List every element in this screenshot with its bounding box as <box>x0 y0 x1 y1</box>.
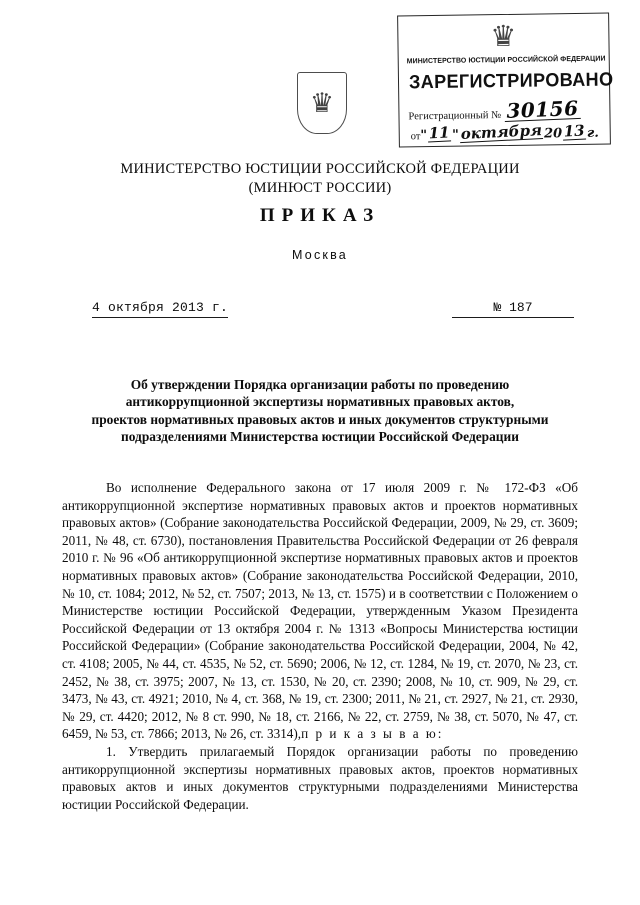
stamp-date-month: октября <box>460 121 543 144</box>
preamble-text: Во исполнение Федерального закона от 17 июля 2009 г. № 172-ФЗ «Об антикоррупционной экспертизе нормативных правовых актов и проектов нормативных правовых актов» (Собрание законодательства Российской Федерации, 2009, № 29, ст. 3609; 2011, № 48, ст. 6730), постановления Правительства Российской Федерации от 26 февраля 2010 г. № 96 «Об антикоррупционной экспертизе нормативных правовых актов и проектов нормативных правовых актов» (Собрание законодательства Российской Федерации, 2010, № 10, ст. 1084; 2012, № 52, ст. 7507; 2013, № 13, ст. 1575) и в соответствии с Положением о Министерстве юстиции Российской Федерации, утвержденным Указом Президента Российской Федерации от 13 октября 2004 г. № 1313 «Вопросы Министерства юстиции Российской Федерации» (Собрание законодательства Российской Федерации, 2004, № 42, ст. 4108; 2005, № 44, ст. 4535, № 52, ст. 5690; 2006, № 12, ст. 1284, № 19, ст. 2070, № 23, ст. 2452, № 38, ст. 3975; 2007, № 13, ст. 1530, № 20, ст. 2390; 2008, № 10, ст. 909, № 29, ст. 3473, № 43, ст. 4921; 2010, № 4, ст. 368, № 19, ст. 2300; 2011, № 21, ст. 2927, № 21, ст. 2930, № 29, ст. 4420; 2012, № 8 ст. 990, № 18, ст. 2166, № 22, ст. 2759, № 38, ст. 5070, № 47, ст. 6459, № 53, ст. 7866; 2013, № 26, ст. 3314), <box>62 480 578 742</box>
document-number: № 187 <box>452 300 574 318</box>
document-meta-row <box>0 300 640 322</box>
stamp-date-suffix: г. <box>586 125 599 141</box>
document-title-line-3: проектов нормативных правовых актов и иных документов структурными <box>91 411 549 427</box>
stamp-registration-line <box>404 96 604 123</box>
stamp-coat-of-arms-icon: ♛ <box>490 20 517 54</box>
document-title-line-2: антикоррупционной экспертизы нормативных правовых актов, <box>125 394 515 410</box>
stamp-date-year: 13 <box>563 121 586 141</box>
preamble-command-word: п р и к а з ы в а ю: <box>301 726 444 742</box>
ministry-heading <box>0 160 640 198</box>
ministry-name-full: МИНИСТЕРСТВО ЮСТИЦИИ РОССИЙСКОЙ ФЕДЕРАЦИИ <box>120 161 520 177</box>
document-date: 4 октября 2013 г. <box>92 300 228 318</box>
ministry-name-short: (МИНЮСТ РОССИИ) <box>248 180 392 196</box>
registration-stamp <box>397 13 614 148</box>
document-body <box>62 479 578 813</box>
document-title-line-1: Об утверждении Порядка организации работы по проведению <box>130 377 510 392</box>
document-title <box>60 376 580 446</box>
body-paragraph-preamble <box>62 479 578 743</box>
stamp-date-day: 11 <box>428 123 451 143</box>
coat-of-arms-icon: ♛ <box>297 72 347 134</box>
city-name: Москва <box>292 248 348 262</box>
document-coat-of-arms <box>297 72 349 138</box>
stamp-registration-number: 30156 <box>505 96 579 123</box>
stamp-date-year-prefix: 20 <box>543 126 563 142</box>
document-title-line-4: подразделениями Министерства юстиции Российской Федерации <box>121 429 519 445</box>
body-paragraph-item-1: 1. Утвердить прилагаемый Порядок организации работы по проведению антикоррупционной экспертизы нормативных правовых актов, проектов нормативных правовых актов и иных документов структурными подразделениями Министерства юстиции Российской Федерации. <box>62 743 578 812</box>
stamp-registered-title: ЗАРЕГИСТРИРОВАНО <box>408 69 614 94</box>
stamp-date-line <box>405 121 605 144</box>
stamp-date-prefix: от <box>410 131 421 143</box>
stamp-date-quote-open: " <box>420 128 428 144</box>
order-word: ПРИКАЗ <box>259 205 381 226</box>
stamp-date-quote-close: " <box>451 127 459 143</box>
stamp-registration-label: Регистрационный № <box>408 110 502 123</box>
stamp-organization-text: МИНИСТЕРСТВО ЮСТИЦИИ РОССИЙСКОЙ ФЕДЕРАЦИИ <box>406 53 606 66</box>
